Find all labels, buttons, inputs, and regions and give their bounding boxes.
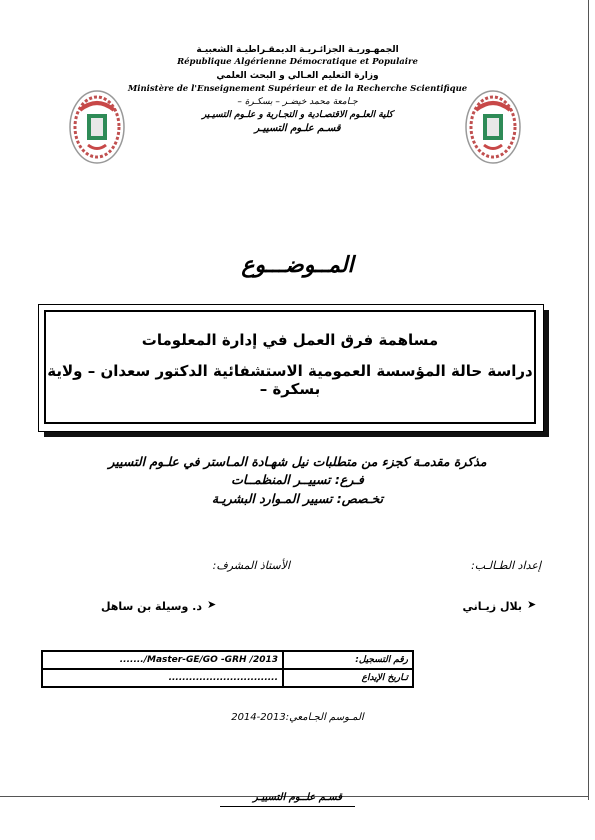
republic-ar: الجمهـوريـة الجزائـريـة الديمقـراطيـة الشعبيـة xyxy=(196,45,399,55)
university-logo-right xyxy=(464,88,522,166)
thesis-title-line2: دراسة حالة المؤسسة العمومية الاستشفائية الدكتور سعدان – ولاية بسكرة – xyxy=(47,362,533,398)
university-ar: جـامعة محمد خيضـر – بسكـرة – xyxy=(237,97,358,107)
supervisor-arrow-icon: ➤ xyxy=(207,598,217,611)
ministry-ar: وزارة التعليم العـالي و البحث العلمي xyxy=(216,71,379,81)
deposit-date-value: ................................ xyxy=(42,669,283,687)
student-name: بلال زيـاني xyxy=(462,600,522,613)
registration-number-value: ......./Master-GE/GO -GRH /2013 xyxy=(42,651,283,669)
department-ar: قسـم علـوم التسييـر xyxy=(254,123,341,134)
ministry-fr: Ministère de l'Enseignement Supérieur et de la Recherche Scientifique xyxy=(127,84,468,94)
footer-department: قسـم علــوم التسييـر xyxy=(253,792,342,803)
memo-line3: تخـصص: تسيير المـوارد البشريـة xyxy=(211,491,384,506)
registration-row xyxy=(42,651,413,669)
republic-fr: République Algérienne Démocratique et Populaire xyxy=(177,57,418,67)
deposit-date-label: تـاريخ الإيداع xyxy=(283,669,413,687)
student-arrow-icon: ➤ xyxy=(527,598,537,611)
subject-title: المــوضـــوع xyxy=(241,253,354,278)
faculty-ar: كلية العلـوم الاقتصـادية و التجـارية و علـوم التسيـير xyxy=(201,110,394,120)
memo-line1: مذكرة مقدمـة كجزء من متطلبات نيل شهـادة المـاستر في علـوم التسيير xyxy=(108,454,487,469)
academic-year: المـوسم الجـامعي:2013-2014 xyxy=(231,712,364,723)
thesis-title-line1: مساهمة فرق العمل في إدارة المعلومات xyxy=(141,331,439,349)
registration-table xyxy=(41,650,414,688)
registration-number-label: رقم التسجيل: xyxy=(283,651,413,669)
university-logo-left xyxy=(68,88,126,166)
supervisor-role: الأستاذ المشرف: xyxy=(212,559,290,572)
footer-underline xyxy=(220,806,355,807)
memo-line2: فـرع: تسييــر المنظمــات xyxy=(231,472,364,487)
deposit-row xyxy=(42,669,413,687)
supervisor-name: د. وسيلة بن ساهل xyxy=(100,600,202,613)
student-role: إعداد الطـالـب: xyxy=(471,559,541,572)
